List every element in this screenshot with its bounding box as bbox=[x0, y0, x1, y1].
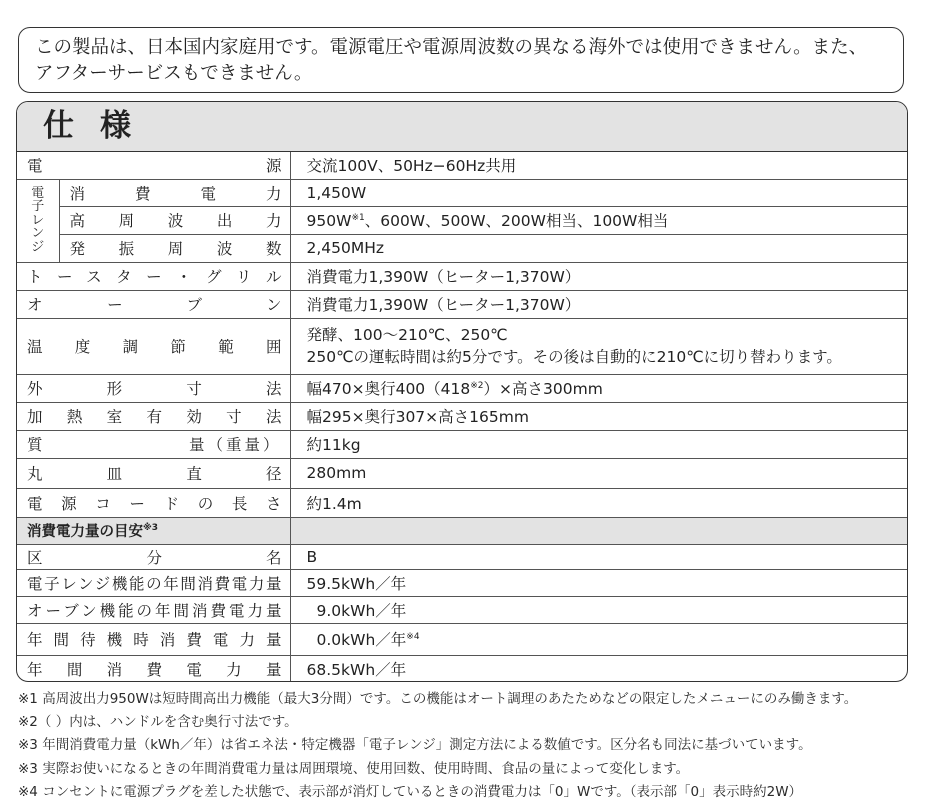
label-microwave-energy: 電子レンジ機能の年間消費電力量 bbox=[17, 569, 290, 596]
label-plate: 丸皿直径 bbox=[17, 458, 290, 488]
label-chamber: 加熱室有効寸法 bbox=[17, 402, 290, 430]
value-mass: 約11kg bbox=[290, 430, 907, 458]
row-oven bbox=[17, 290, 907, 318]
value-hf-rest: 、600W、500W、200W相当、100W相当 bbox=[364, 212, 669, 230]
spec-table-panel bbox=[16, 101, 908, 682]
label-mass-a: 質 bbox=[27, 436, 43, 454]
row-outer bbox=[17, 374, 907, 402]
value-outer bbox=[290, 374, 907, 402]
label-temp: 温度調節範囲 bbox=[17, 318, 290, 374]
note-ref-2: ※2 bbox=[470, 381, 484, 391]
value-plate: 280mm bbox=[290, 458, 907, 488]
row-toaster bbox=[17, 262, 907, 290]
label-hf-output: 高周波出力 bbox=[59, 206, 290, 234]
label-total-energy: 年間消費電力量 bbox=[17, 655, 290, 682]
value-oscillation: 2,450MHz bbox=[290, 234, 907, 262]
value-standby-energy bbox=[290, 623, 907, 655]
value-hf-main: 950W bbox=[306, 212, 352, 230]
note-ref-3: ※3 bbox=[143, 523, 159, 533]
value-oven: 消費電力1,390W（ヒーター1,370W） bbox=[290, 290, 907, 318]
label-power: 電源 bbox=[17, 152, 290, 179]
value-category: B bbox=[290, 544, 907, 569]
label-oscillation: 発振周波数 bbox=[59, 234, 290, 262]
value-total-energy: 68.5kWh／年 bbox=[290, 655, 907, 682]
row-temp bbox=[17, 318, 907, 374]
value-outer-b: ）×高さ300mm bbox=[483, 380, 603, 398]
label-cord: 電源コードの長さ bbox=[17, 488, 290, 517]
footnote-2: ※2（ ）内は、ハンドルを含む奥行寸法です。 bbox=[18, 714, 298, 731]
group-microwave bbox=[17, 179, 59, 262]
value-outer-a: 幅470×奥行400（418 bbox=[306, 380, 471, 398]
footnote-1: ※1 高周波出力950Wは短時間高出力機能（最大3分間）です。この機能はオート調理のあたためなどの限定したメニューにのみ働きます。 bbox=[18, 691, 858, 707]
value-consumption: 1,450W bbox=[290, 179, 907, 206]
value-hf-output bbox=[290, 206, 907, 234]
value-temp-line2: 250℃の運転時間は約5分です。その後は自動的に210℃に切り替わります。 bbox=[306, 348, 842, 366]
row-mass bbox=[17, 430, 907, 458]
value-cord: 約1.4m bbox=[290, 488, 907, 517]
row-consumption bbox=[17, 179, 907, 206]
label-oven: オーブン bbox=[17, 290, 290, 318]
row-power bbox=[17, 152, 907, 179]
footnotes bbox=[18, 688, 918, 804]
row-energy-section bbox=[17, 517, 907, 544]
row-oscillation bbox=[17, 234, 907, 262]
row-plate bbox=[17, 458, 907, 488]
domestic-use-notice: この製品は、日本国内家庭用です。電源電圧や電源周波数の異なる海外では使用できません。また、アフターサービスもできません。 bbox=[18, 27, 904, 93]
row-category bbox=[17, 544, 907, 569]
value-microwave-energy: 59.5kWh／年 bbox=[290, 569, 907, 596]
value-chamber: 幅295×奥行307×高さ165mm bbox=[290, 402, 907, 430]
label-standby-energy: 年間待機時消費電力量 bbox=[17, 623, 290, 655]
row-chamber bbox=[17, 402, 907, 430]
spec-title: 仕様 bbox=[17, 102, 907, 152]
footnote-3: ※3 年間消費電力量（kWh／年）は省エネ法・特定機器「電子レンジ」測定方法による数値です。区分名も同法に基づいています。 bbox=[18, 737, 812, 754]
spec-table bbox=[17, 152, 907, 682]
label-mass bbox=[17, 430, 290, 458]
row-total-energy bbox=[17, 655, 907, 682]
label-consumption: 消費電力 bbox=[59, 179, 290, 206]
label-category: 区分名 bbox=[17, 544, 290, 569]
label-oven-energy: オーブン機能の年間消費電力量 bbox=[17, 596, 290, 623]
row-cord bbox=[17, 488, 907, 517]
value-standby: 0.0kWh／年 bbox=[316, 631, 407, 649]
note-ref-1: ※1 bbox=[351, 213, 365, 223]
energy-section-title bbox=[17, 517, 290, 544]
note-ref-4: ※4 bbox=[406, 632, 420, 642]
value-toaster: 消費電力1,390W（ヒーター1,370W） bbox=[290, 262, 907, 290]
value-oven-energy: 9.0kWh／年 bbox=[290, 596, 907, 623]
value-temp bbox=[290, 318, 907, 374]
label-toaster: トースター・グリル bbox=[17, 262, 290, 290]
footnote-3b: ※3 実際お使いになるときの年間消費電力量は周囲環境、使用回数、使用時間、食品の量によって変化します。 bbox=[18, 760, 690, 777]
row-oven-energy bbox=[17, 596, 907, 623]
energy-section-blank bbox=[290, 517, 907, 544]
energy-section-label: 消費電力量の目安 bbox=[27, 524, 143, 540]
row-standby-energy bbox=[17, 623, 907, 655]
footnote-4: ※4 コンセントに電源プラグを差した状態で、表示部が消灯しているときの消費電力は「0」Wです。（表示部「0」表示時約2W） bbox=[18, 783, 803, 800]
value-power: 交流100V、50Hz−60Hz共用 bbox=[290, 152, 907, 179]
value-temp-line1: 発酵、100〜210℃、250℃ bbox=[306, 326, 508, 344]
label-outer: 外形寸法 bbox=[17, 374, 290, 402]
row-microwave-energy bbox=[17, 569, 907, 596]
group-microwave-label: 電子レンジ bbox=[31, 185, 45, 255]
row-hf-output bbox=[17, 206, 907, 234]
label-mass-b: 量（重量） bbox=[189, 436, 282, 454]
